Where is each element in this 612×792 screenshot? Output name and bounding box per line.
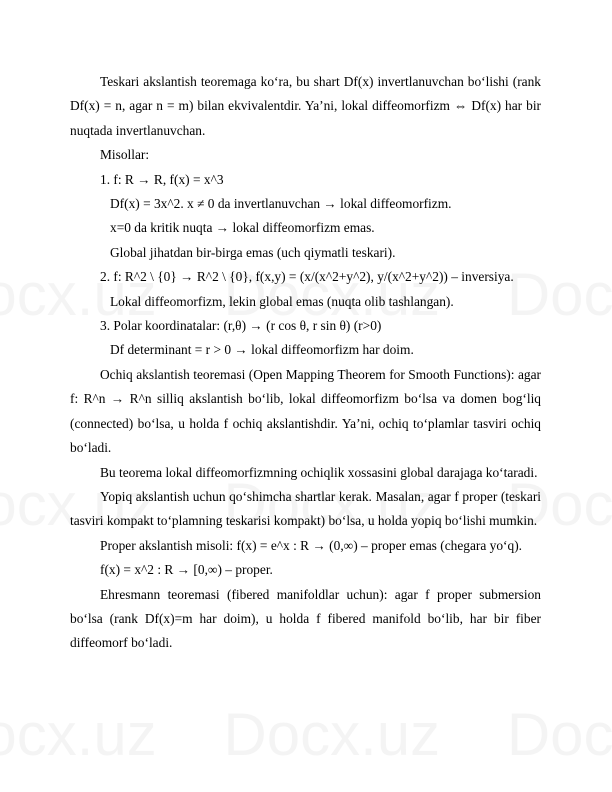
paragraph-proper-example: Proper akslantish misoli: f(x) = e^x : R → (0,∞) – proper emas (chegara yo‘q). — [100, 537, 523, 553]
example-3-line-a: Df determinant = r > 0 → lokal diffeomorfizm har doim. — [110, 342, 414, 358]
example-3: 3. Polar koordinatalar: (r,θ) → (r cos θ, r sin θ) (r>0) — [100, 318, 382, 334]
example-2-line-a: Lokal diffeomorfizm, lekin global emas (nuqta olib tashlangan). — [110, 293, 454, 309]
watermark — [0, 700, 612, 769]
paragraph-openness: Bu teorema lokal diffeomorfizmning ochiqlik xossasini global darajaga ko‘taradi. — [100, 464, 538, 480]
example-1-line-b: x=0 da kritik nuqta → lokal diffeomorfizm emas. — [110, 220, 375, 236]
paragraph-open-mapping: Ochiq akslantish teoremasi (Open Mapping Theorem for Smooth Functions): agar f: R^n → R^n silliq akslantish bo‘lib, lokal diffeomorfizm bo‘lsa va domen bog‘liq (connected) bo‘lsa, u holda f ochiq akslantishdir. Ya’ni, ochiq to‘plamlar tasviri ochiq bo‘ladi. — [70, 366, 541, 456]
example-2: 2. f: R^2 \ {0} → R^2 \ {0}, f(x,y) = (x/(x^2+y^2), y/(x^2+y^2)) – inversiya. — [100, 269, 514, 285]
document-page — [70, 70, 541, 656]
paragraph-ehresmann: Ehresmann teoremasi (fibered manifoldlar uchun): agar f proper submersion bo‘lsa (rank Df(x)=m har doim), u holda f fibered manifold bo‘lib, har bir fiber diffeomorf bo‘ladi. — [70, 586, 541, 651]
examples-heading: Misollar: — [100, 147, 150, 163]
paragraph-rank-condition: Teskari akslantish teoremaga ko‘ra, bu shart Df(x) invertlanuvchan bo‘lishi (rank Df(x) = n, agar n = m) bilan ekvivalentdir. Ya’ni, lokal diffeomorfizm ⇔ Df(x) har bir nuqtada invertlanuvchan. — [70, 74, 541, 138]
paragraph-proper-x2: f(x) = x^2 : R → [0,∞) – proper. — [100, 562, 273, 578]
example-1-line-c: Global jihatdan bir-birga emas (uch qiymatli teskari). — [110, 244, 396, 260]
paragraph-closed-mapping: Yopiq akslantish uchun qo‘shimcha shartlar kerak. Masalan, agar f proper (teskari tasviri kompakt to‘plamning teskarisi kompakt) bo‘lsa, u holda yopiq bo‘lishi mumkin. — [70, 488, 541, 529]
example-1: 1. f: R → R, f(x) = x^3 — [100, 171, 224, 187]
example-1-line-a: Df(x) = 3x^2. x ≠ 0 da invertlanuvchan → lokal diffeomorfizm. — [110, 196, 452, 212]
